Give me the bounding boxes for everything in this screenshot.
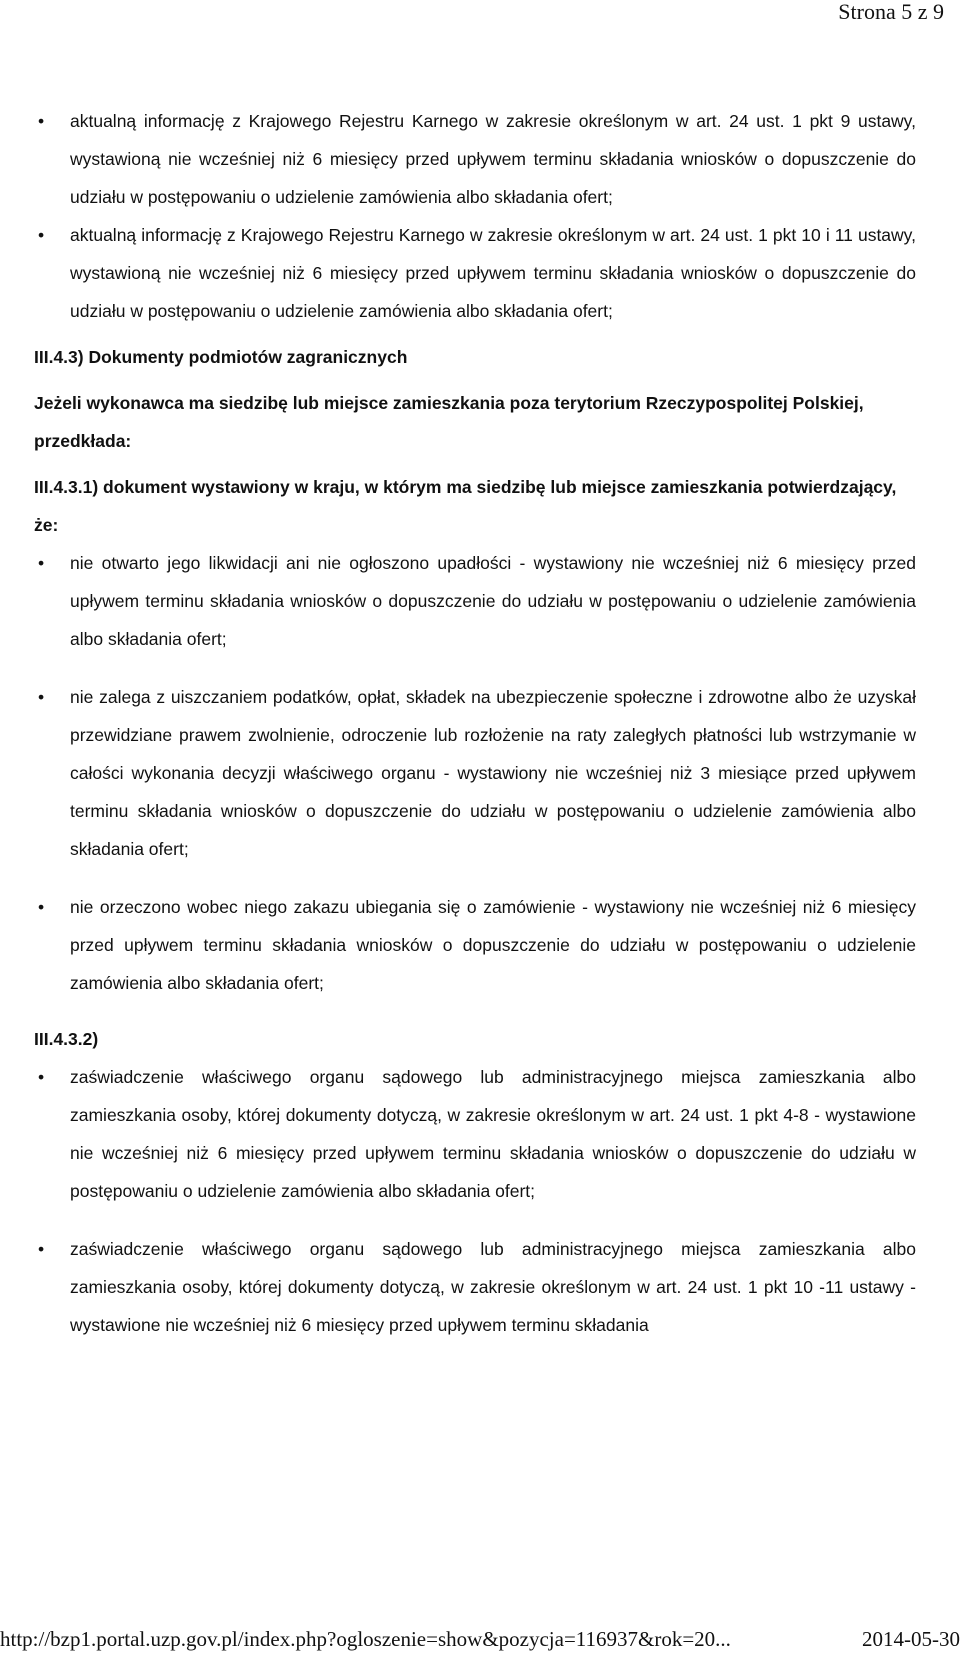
- point-1-list: [34, 544, 916, 1002]
- page-footer: [0, 1624, 960, 1654]
- list-item: • zaświadczenie właściwego organu sądowego lub administracyjnego miejsca zamieszkania albo zamieszkania osoby, której dokumenty dotyczą, w zakresie określonym w art. 24 ust. 1 pkt 4-8 - wystawione nie wcześniej niż 6 miesięcy przed upływem terminu składania wniosków o dopuszczenie do udziału w postępowaniu o udzielenie zamówienia albo składania ofert;: [34, 1058, 916, 1210]
- section-heading: III.4.3) Dokumenty podmiotów zagranicznych: [34, 347, 408, 367]
- list-item: • nie zalega z uiszczaniem podatków, opłat, składek na ubezpieczenie społeczne i zdrowotne albo że uzyskał przewidziane prawem zwolnienie, odroczenie lub rozłożenie na raty zaległych płatności lub wstrzymanie w całości wykonania decyzji właściwego organu - wystawiony nie wcześniej niż 3 miesiące przed upływem terminu składania wniosków o dopuszczenie do udziału w postępowaniu o udzielenie zamówienia albo składania ofert;: [34, 678, 916, 868]
- section-subheading: Jeżeli wykonawca ma siedzibę lub miejsce zamieszkania poza terytorium Rzeczypospolitej Polskiej, przedkłada:: [34, 393, 864, 451]
- footer-url: http://bzp1.portal.uzp.gov.pl/index.php?ogloszenie=show&pozycja=116937&rok=20...: [0, 1627, 731, 1651]
- list-item: • nie orzeczono wobec niego zakazu ubiegania się o zamówienie - wystawiony nie wcześniej niż 6 miesięcy przed upływem terminu składania wniosków o dopuszczenie do udziału w postępowaniu o udzielenie zamówienia albo składania ofert;: [34, 888, 916, 1002]
- list-item: • aktualną informację z Krajowego Rejestru Karnego w zakresie określonym w art. 24 ust. 1 pkt 9 ustawy, wystawioną nie wcześniej niż 6 miesięcy przed upływem terminu składania wniosków o dopuszczenie do udziału w postępowaniu o udzielenie zamówienia albo składania ofert;: [34, 102, 916, 216]
- page-indicator: Strona 5 z 9: [838, 0, 944, 24]
- point-2-list: [34, 1058, 916, 1344]
- list-item: • aktualną informację z Krajowego Rejestru Karnego w zakresie określonym w art. 24 ust. 1 pkt 10 i 11 ustawy, wystawioną nie wcześniej niż 6 miesięcy przed upływem terminu składania wniosków o dopuszczenie do udziału w postępowaniu o udzielenie zamówienia albo składania ofert;: [34, 216, 916, 330]
- point-1-heading: III.4.3.1) dokument wystawiony w kraju, w którym ma siedzibę lub miejsce zamieszkania potwierdzający, że:: [34, 477, 897, 535]
- list-item: • nie otwarto jego likwidacji ani nie ogłoszono upadłości - wystawiony nie wcześniej niż 6 miesięcy przed upływem terminu składania wniosków o dopuszczenie do udziału w postępowaniu o udzielenie zamówienia albo składania ofert;: [34, 544, 916, 658]
- list-item: • zaświadczenie właściwego organu sądowego lub administracyjnego miejsca zamieszkania albo zamieszkania osoby, której dokumenty dotyczą, w zakresie określonym w art. 24 ust. 1 pkt 10 -11 ustawy - wystawione nie wcześniej niż 6 miesięcy przed upływem terminu składania: [34, 1230, 916, 1344]
- point-2-heading: III.4.3.2): [34, 1029, 99, 1049]
- criminal-record-list: [34, 102, 916, 330]
- document-body: [34, 102, 916, 1344]
- footer-date: 2014-05-30: [862, 1627, 960, 1651]
